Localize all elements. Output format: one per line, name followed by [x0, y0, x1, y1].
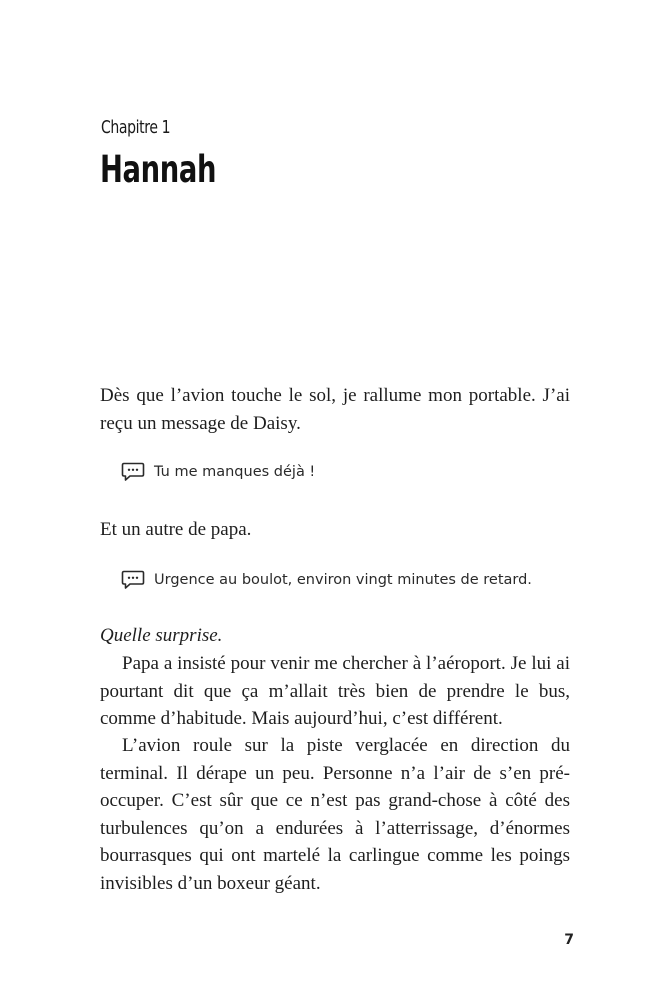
chapter-title: Hannah	[100, 148, 217, 191]
text-message-2	[121, 570, 532, 590]
paragraph-4: Papa a insisté pour venir me chercher à l’aéroport. Je lui ai pourtant dit que ça m’allait très bien de prendre le bus, comme d’habitude. Mais aujourd’hui, c’est différent.	[100, 653, 570, 729]
message-bubble-icon	[121, 570, 145, 590]
message-bubble-icon	[121, 462, 145, 482]
paragraph-1: Dès que l’avion touche le sol, je rallume mon portable. J’ai reçu un message de Daisy.	[100, 385, 570, 434]
paragraph-5: L’avion roule sur la piste verglacée en direction du terminal. Il dérape un peu. Personne n’a l’air de s’en pré-occuper. C’est sûr que ce n’est pas grand-chose à côté des turbulences qu’on a endurées à l’atterrissage, d’énormes bourrasques qui ont martelé la carlingue comme les poings invisibles d’un boxeur géant.	[100, 735, 570, 894]
message-text-2: Urgence au boulot, environ vingt minutes de retard.	[154, 572, 532, 588]
page-number: 7	[564, 932, 574, 948]
chapter-label: Chapitre 1	[101, 117, 171, 138]
paragraph-2: Et un autre de papa.	[100, 519, 252, 540]
text-message-1	[121, 462, 315, 482]
paragraph-3: Quelle surprise.	[100, 625, 223, 646]
message-text-1: Tu me manques déjà !	[154, 464, 316, 480]
